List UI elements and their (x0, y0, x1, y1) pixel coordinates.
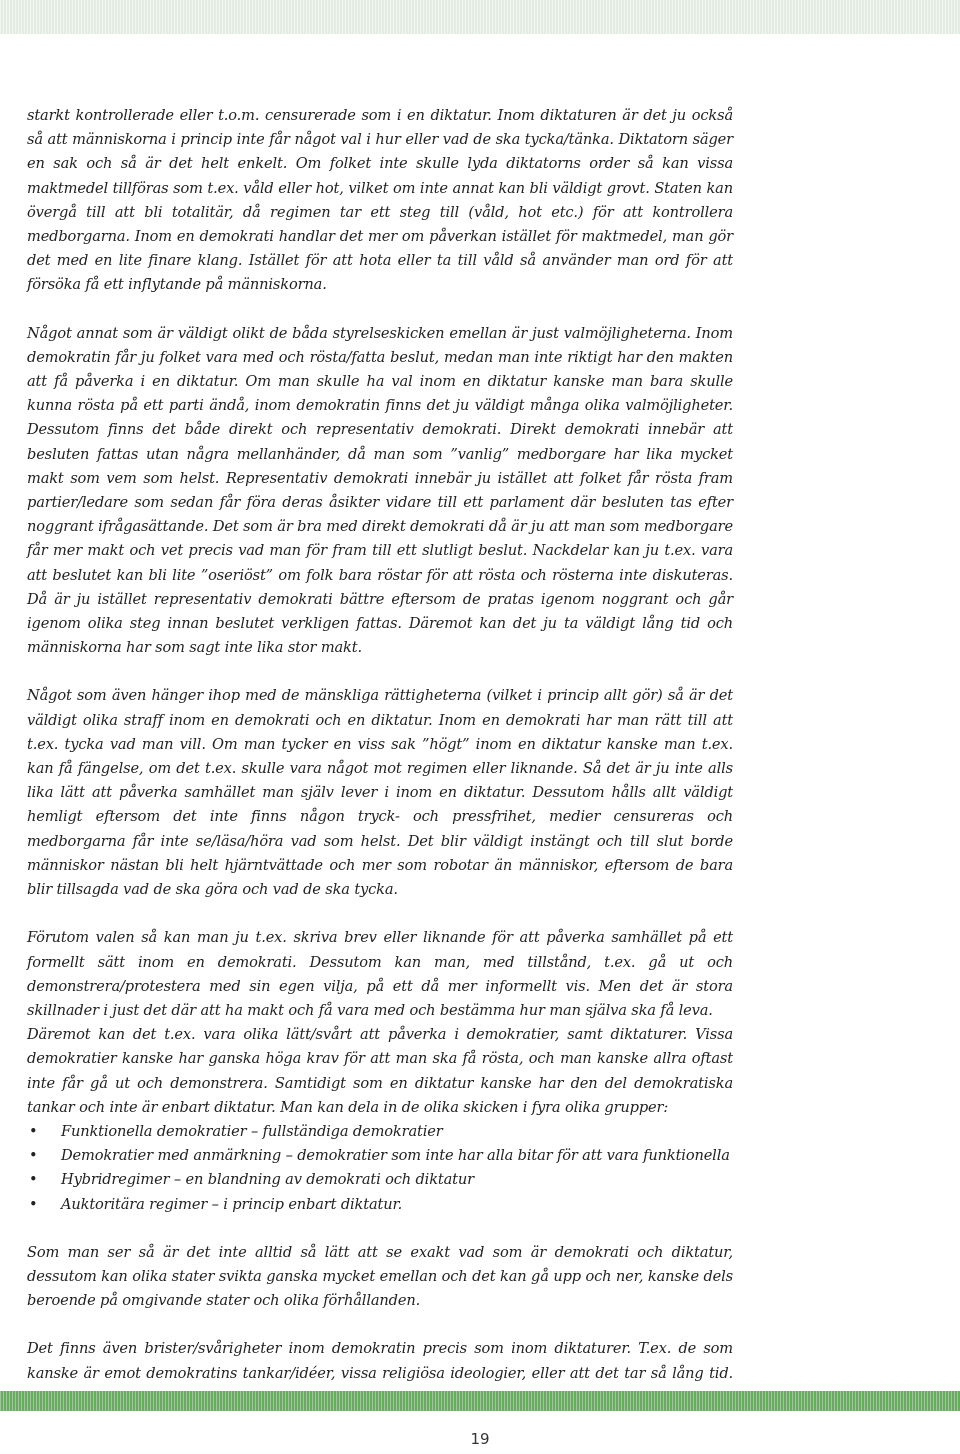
list-item (27, 1193, 733, 1217)
bullet-icon: • (29, 1122, 38, 1140)
page-number: 19 (470, 1430, 490, 1448)
regime-groups-list (27, 1120, 733, 1217)
paragraph: Förutom valen så kan man ju t.ex. skriva brev eller liknande för att påverka samhället på ett formellt sätt inom en demokrati. Dessutom kan man, med tillstånd, t.ex. gå ut och demonstrera/protestera med sin egen vilja, på ett då mer informellt vis. Men det är stora skillnader i just det där att ha makt och få vara med och bestämma hur man själva ska få leva. (27, 929, 733, 1019)
list-item-text: Auktoritära regimer – i princip enbart diktatur. (61, 1195, 403, 1213)
bullet-icon: • (29, 1171, 38, 1189)
paragraph: Däremot kan det t.ex. vara olika lätt/svårt att påverka i demokratier, samt diktaturer. Vissa demokratier kanske har ganska höga krav för att man ska få rösta, och man kanske allra oftast inte får gå ut och demonstrera. Samtidigt som en diktatur kanske har den del demokratiska tankar och inte är enbart diktatur. Man kan dela in de olika skicken i fyra olika grupper: (27, 1026, 733, 1116)
list-item-text: Demokratier med anmärkning – demokratier som inte har alla bitar för att vara funktionella (61, 1147, 730, 1165)
body-text (27, 104, 733, 1434)
paragraph: Som man ser så är det inte alltid så lätt att se exakt vad som är demokrati och diktatur, dessutom kan olika stater svikta ganska mycket emellan och det kan gå upp och ner, kanske dels beroende på omgivande stater och olika förhållanden. (27, 1243, 733, 1310)
list-item-text: Hybridregimer – en blandning av demokrati och diktatur (61, 1171, 474, 1189)
paragraph: Något som även hänger ihop med de mänskliga rättigheterna (vilket i princip allt gör) så är det väldigt olika straff inom en demokrati och en diktatur. Inom en demokrati har man rätt till att t.ex. tycka vad man vill. Om man tycker en viss sak ”högt” inom en diktatur kanske man t.ex. kan få fängelse, om det t.ex. skulle vara något mot regimen eller liknande. Så det är ju inte alls lika lätt att påverka samhället man själv lever i inom en diktatur. Dessutom hålls allt väldigt hemligt eftersom det inte finns någon tryck- och pressfrihet, medier censureras och medborgarna får inte se/läsa/höra vad som helst. Det blir väldigt instängt och till slut borde människor nästan bli helt hjärntvättade och mer som robotar än människor, eftersom de bara blir tillsagda vad de ska göra och vad de ska tycka. (27, 687, 733, 899)
paragraph: Det finns även brister/svårigheter inom demokratin precis som inom diktaturer. T.ex. de som kanske är emot demokratins tankar/idéer, vissa religiösa ideologier, eller att det tar så lång tid. (27, 1340, 733, 1382)
list-item (27, 1168, 733, 1192)
bullet-icon: • (29, 1147, 38, 1165)
list-item (27, 1120, 733, 1144)
footer-decorative-band (0, 1391, 960, 1411)
header-decorative-band (0, 0, 960, 34)
list-item (27, 1144, 733, 1168)
paragraph: Något annat som är väldigt olikt de båda styrelseskicken emellan är just valmöjligheterna. Inom demokratin får ju folket vara med och rösta/fatta beslut, medan man inte riktigt har den makten att få påverka i en diktatur. Om man skulle ha val inom en diktatur kanske man bara skulle kunna rösta på ett parti ändå, inom demokratin finns det ju väldigt många olika valmöjligheter. Dessutom finns det både direkt och representativ demokrati. Direkt demokrati innebär att besluten fattas utan några mellanhänder, då man som ”vanlig” medborgare har lika mycket makt som vem som helst. Representativ demokrati innebär ju istället att folket får rösta fram partier/ledare som sedan får föra deras åsikter vidare till ett parlament där besluten tas efter noggrant ifrågasättande. Det som är bra med direkt demokrati då är ju att man som medborgare får mer makt och vet precis vad man för fram till ett slutligt beslut. Nackdelar kan ju t.ex. vara att beslutet kan bli lite ”oseriöst” om folk bara röstar för att rösta och rösterna inte diskuteras. Då är ju istället representativ demokrati bättre eftersom de pratas igenom noggrant och går igenom olika steg innan beslutet verkligen fattas. Däremot kan det ju ta väldigt lång tid och människorna har som sagt inte lika stor makt. (27, 324, 733, 657)
paragraph: starkt kontrollerade eller t.o.m. censurerade som i en diktatur. Inom diktaturen är det ju också så att människorna i princip inte får något val i hur eller vad de ska tycka/tänka. Diktatorn säger en sak och så är det helt enkelt. Om folket inte skulle lyda diktatorns order så kan vissa maktmedel tillföras som t.ex. våld eller hot, vilket om inte annat kan bli väldigt grovt. Staten kan övergå till att bli totalitär, då regimen tar ett steg till (våld, hot etc.) för att kontrollera medborgarna. Inom en demokrati handlar det mer om påverkan istället för maktmedel, man gör det med en lite finare klang. Istället för att hota eller ta till våld så använder man ord för att försöka få ett inflytande på människorna. (27, 107, 733, 294)
list-item-text: Funktionella demokratier – fullständiga demokratier (61, 1122, 443, 1140)
bullet-icon: • (29, 1195, 38, 1213)
